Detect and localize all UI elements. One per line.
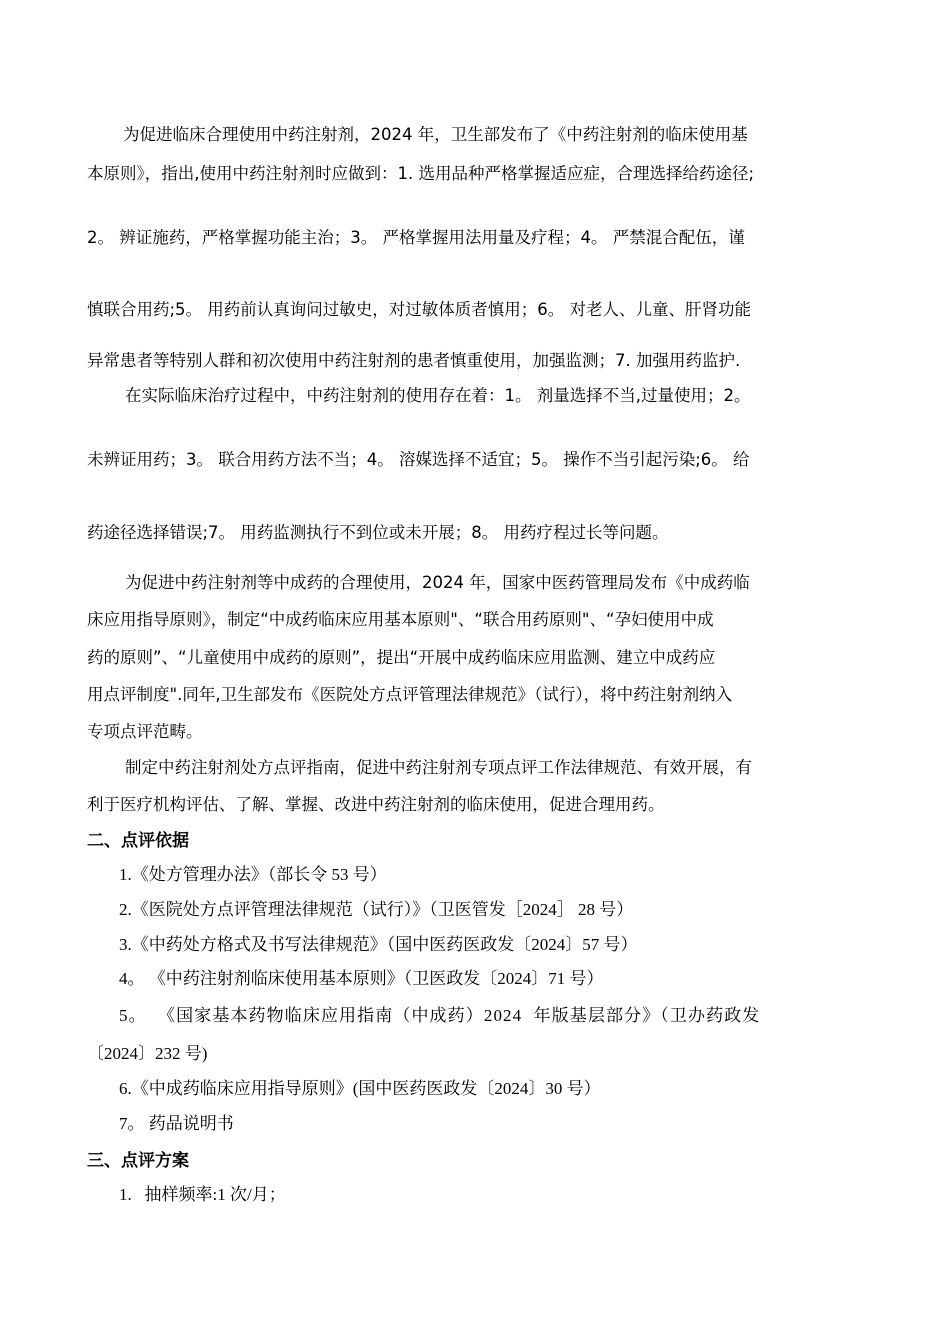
- para3-line-4: 用点评制度".同年,卫生部发布《医院处方点评管理法律规范》（试行），将中药注射剂纳入: [87, 685, 733, 704]
- para1-line-5: 异常患者等特别人群和初次使用中药注射剂的患者慎重使用，加强监测；7. 加强用药监护.: [87, 351, 741, 370]
- reference-item-4: 4。 《中药注射剂临床使用基本原则》（卫医政发〔2024〕71 号）: [119, 969, 604, 988]
- reference-item-6: 6.《中成药临床应用指导原则》(国中医药医政发〔2024〕30 号）: [119, 1079, 601, 1098]
- reference-item-2: 2.《医院处方点评管理法律规范（试行）》（卫医管发［2024］ 28 号）: [119, 900, 634, 919]
- para4-line-2: 利于医疗机构评估、了解、掌握、改进中药注射剂的临床使用，促进合理用药。: [87, 795, 665, 814]
- para3-line-2: 床应用指导原则》，制定“中成药临床应用基本原则"、“联合用药原则"、“孕妇使用中成: [87, 610, 714, 629]
- para1-line-2: 本原则》，指出,使用中药注射剂时应做到：1. 选用品种严格掌握适应症，合理选择给药途径;: [87, 164, 755, 183]
- para1-line-4: 慎联合用药;5。 用药前认真询问过敏史，对过敏体质者慎用；6。 对老人、儿童、肝肾功能: [87, 300, 752, 319]
- reference-item-3: 3.《中药处方格式及书写法律规范》（国中医药医政发〔2024〕57 号）: [119, 935, 638, 954]
- reference-item-5-continued: 〔2024〕232 号): [87, 1044, 208, 1063]
- reference-item-1: 1.《处方管理办法》（部长令 53 号）: [119, 865, 387, 884]
- para3-line-1: 为促进中药注射剂等中成药的合理使用，2024 年，国家中医药管理局发布《中成药临: [125, 573, 750, 592]
- reference-item-7: 7。 药品说明书: [119, 1114, 234, 1133]
- para2-line-1: 在实际临床治疗过程中，中药注射剂的使用存在着：1。 剂量选择不当,过量使用；2。: [125, 386, 751, 405]
- para2-line-2: 未辨证用药；3。 联合用药方法不当；4。 溶媒选择不适宜；5。 操作不当引起污染;6。 给: [87, 450, 750, 469]
- para1-line-1: 为促进临床合理使用中药注射剂，2024 年，卫生部发布了《中药注射剂的临床使用基: [123, 125, 748, 144]
- section3-heading: 三、点评方案: [87, 1151, 189, 1170]
- para2-line-3: 药途径选择错误;7。 用药监测执行不到位或未开展；8。 用药疗程过长等问题。: [87, 523, 669, 542]
- section2-heading: 二、点评依据: [87, 831, 189, 850]
- para3-line-3: 药的原则”、“儿童使用中成药的原则”，提出“开展中成药临床应用监测、建立中成药应: [87, 648, 716, 667]
- plan-item-1: 1. 抽样频率:1 次/月；: [119, 1185, 286, 1204]
- para1-line-3: 2。 辨证施药，严格掌握功能主治；3。 严格掌握用法用量及疗程；4。 严禁混合配伍，谨: [87, 228, 745, 247]
- para4-line-1: 制定中药注射剂处方点评指南，促进中药注射剂专项点评工作法律规范、有效开展，有: [125, 758, 752, 777]
- reference-item-5: 5。 《国家基本药物临床应用指南（中成药）2024 年版基层部分》（卫办药政发: [119, 1006, 761, 1025]
- para3-line-5: 专项点评范畴。: [87, 722, 203, 741]
